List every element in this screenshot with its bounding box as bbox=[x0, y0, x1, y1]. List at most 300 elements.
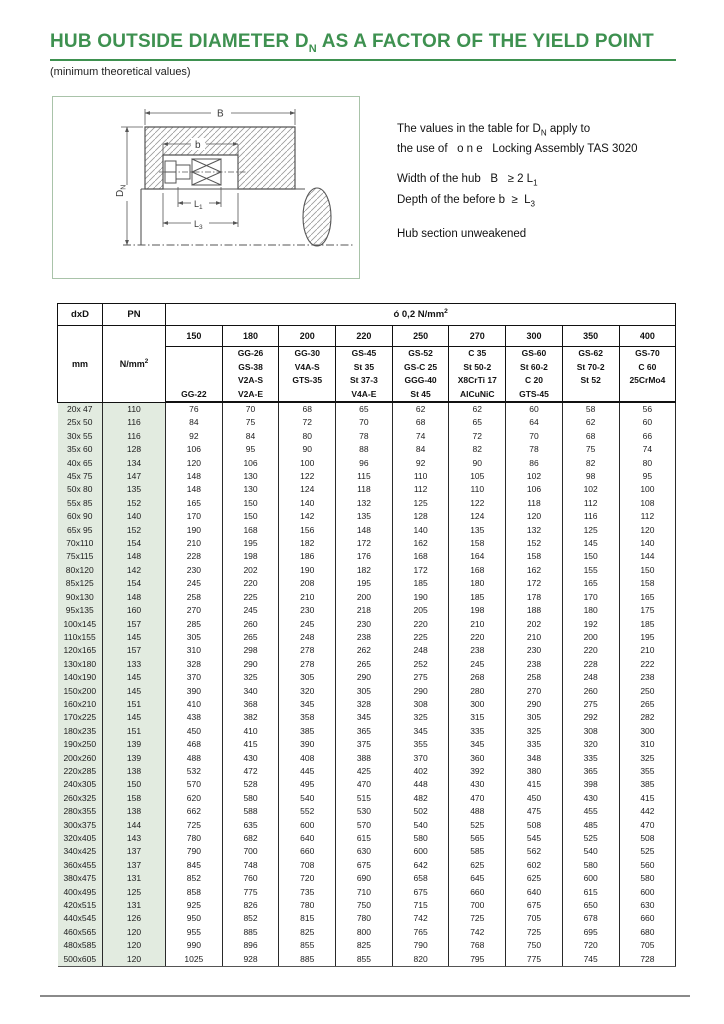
material-name: GS-C 25 bbox=[404, 361, 438, 372]
material-name bbox=[166, 347, 222, 361]
value-cell: 168 bbox=[449, 564, 506, 577]
value-cell: 562 bbox=[506, 845, 563, 858]
pn-cell: 151 bbox=[103, 725, 166, 738]
pn-cell: 151 bbox=[103, 698, 166, 711]
value-cell: 110 bbox=[449, 483, 506, 496]
value-cell: 348 bbox=[506, 752, 563, 765]
value-cell: 245 bbox=[166, 577, 223, 590]
value-cell: 290 bbox=[506, 698, 563, 711]
value-cell: 402 bbox=[392, 765, 449, 778]
value-cell: 305 bbox=[506, 711, 563, 724]
value-cell: 720 bbox=[562, 939, 619, 952]
material-header bbox=[222, 347, 279, 403]
value-cell: 580 bbox=[619, 872, 676, 885]
value-cell: 1025 bbox=[166, 953, 223, 967]
value-cell: 124 bbox=[279, 483, 336, 496]
value-cell: 748 bbox=[222, 859, 279, 872]
value-cell: 525 bbox=[562, 832, 619, 845]
value-cell: 260 bbox=[222, 618, 279, 631]
value-cell: 65 bbox=[336, 402, 393, 416]
material-name: AlCuNiC bbox=[460, 388, 495, 399]
value-cell: 325 bbox=[392, 711, 449, 724]
value-cell: 148 bbox=[166, 470, 223, 483]
value-cell: 72 bbox=[449, 430, 506, 443]
value-cell: 852 bbox=[166, 872, 223, 885]
value-cell: 580 bbox=[562, 859, 619, 872]
material-name: GS-60 bbox=[521, 348, 547, 358]
value-cell: 70 bbox=[222, 402, 279, 416]
value-cell: 488 bbox=[449, 805, 506, 818]
value-cell: 560 bbox=[619, 859, 676, 872]
value-cell: 118 bbox=[336, 483, 393, 496]
unit-nmm2: $N/mm^2$ bbox=[103, 326, 166, 403]
size-cell: 110x155 bbox=[58, 631, 103, 644]
value-cell: 278 bbox=[279, 644, 336, 657]
table-row bbox=[58, 524, 676, 537]
table-row bbox=[58, 805, 676, 818]
value-cell: 852 bbox=[222, 912, 279, 925]
value-cell: 615 bbox=[562, 886, 619, 899]
value-cell: 106 bbox=[166, 443, 223, 456]
value-cell: 238 bbox=[619, 671, 676, 684]
value-cell: 625 bbox=[449, 859, 506, 872]
value-cell: 385 bbox=[279, 725, 336, 738]
value-cell: 152 bbox=[506, 537, 563, 550]
value-cell: 310 bbox=[619, 738, 676, 751]
value-cell: 600 bbox=[562, 872, 619, 885]
value-cell: 280 bbox=[449, 685, 506, 698]
yield-value-header: 270 bbox=[449, 326, 506, 347]
value-cell: 325 bbox=[222, 671, 279, 684]
value-cell: 742 bbox=[449, 926, 506, 939]
value-cell: 450 bbox=[166, 725, 223, 738]
value-cell: 600 bbox=[619, 886, 676, 899]
pn-cell: 154 bbox=[103, 577, 166, 590]
value-cell: 705 bbox=[619, 939, 676, 952]
value-cell: 580 bbox=[222, 792, 279, 805]
unit-mm: mm bbox=[58, 326, 103, 403]
pn-cell: 131 bbox=[103, 872, 166, 885]
value-cell: 220 bbox=[392, 618, 449, 631]
material-name: V4A-S bbox=[294, 361, 320, 372]
value-cell: 765 bbox=[392, 926, 449, 939]
size-cell: 200x260 bbox=[58, 752, 103, 765]
material-name: GS-38 bbox=[238, 361, 263, 372]
value-cell: 642 bbox=[392, 859, 449, 872]
pn-cell: 137 bbox=[103, 845, 166, 858]
value-cell: 495 bbox=[279, 778, 336, 791]
value-cell: 252 bbox=[392, 658, 449, 671]
value-cell: 195 bbox=[336, 577, 393, 590]
value-cell: 95 bbox=[222, 443, 279, 456]
pn-cell: 140 bbox=[103, 510, 166, 523]
size-cell: 340x425 bbox=[58, 845, 103, 858]
value-cell: 62 bbox=[392, 402, 449, 416]
value-cell: 70 bbox=[506, 430, 563, 443]
value-cell: 508 bbox=[619, 832, 676, 845]
size-cell: 60x 90 bbox=[58, 510, 103, 523]
material-name: St 52 bbox=[580, 375, 601, 385]
value-cell: 600 bbox=[279, 819, 336, 832]
value-cell: 195 bbox=[619, 631, 676, 644]
note-line-1: The values in the table for $D_N$ apply to bbox=[397, 123, 591, 138]
table-row bbox=[58, 765, 676, 778]
value-cell: 570 bbox=[336, 819, 393, 832]
material-name bbox=[166, 361, 222, 375]
size-cell: 150x200 bbox=[58, 685, 103, 698]
value-cell: 570 bbox=[166, 778, 223, 791]
yield-point-table bbox=[57, 303, 676, 967]
pn-cell: 110 bbox=[103, 402, 166, 416]
value-cell: 858 bbox=[166, 886, 223, 899]
value-cell: 210 bbox=[619, 644, 676, 657]
material-header bbox=[166, 347, 223, 403]
value-cell: 245 bbox=[279, 618, 336, 631]
size-cell: 360x455 bbox=[58, 859, 103, 872]
material-name: GGG-40 bbox=[404, 375, 437, 385]
value-cell: 238 bbox=[336, 631, 393, 644]
value-cell: 742 bbox=[392, 912, 449, 925]
dimension-label-b: b bbox=[195, 140, 201, 151]
pn-cell: 138 bbox=[103, 765, 166, 778]
value-cell: 365 bbox=[562, 765, 619, 778]
value-cell: 355 bbox=[619, 765, 676, 778]
size-cell: 75x115 bbox=[58, 550, 103, 563]
value-cell: 162 bbox=[506, 564, 563, 577]
value-cell: 228 bbox=[562, 658, 619, 671]
size-cell: 80x120 bbox=[58, 564, 103, 577]
value-cell: 620 bbox=[166, 792, 223, 805]
value-cell: 682 bbox=[222, 832, 279, 845]
value-cell: 310 bbox=[166, 644, 223, 657]
pn-cell: 128 bbox=[103, 443, 166, 456]
table-row bbox=[58, 886, 676, 899]
value-cell: 64 bbox=[506, 416, 563, 429]
material-name: GG-26 bbox=[237, 348, 264, 358]
value-cell: 385 bbox=[619, 778, 676, 791]
value-cell: 190 bbox=[392, 591, 449, 604]
value-cell: 725 bbox=[449, 912, 506, 925]
material-header bbox=[279, 347, 336, 403]
value-cell: 825 bbox=[336, 939, 393, 952]
size-cell: 380x475 bbox=[58, 872, 103, 885]
size-cell: 70x110 bbox=[58, 537, 103, 550]
size-cell: 240x305 bbox=[58, 778, 103, 791]
material-name: St 60-2 bbox=[520, 361, 548, 372]
value-cell: 180 bbox=[449, 577, 506, 590]
value-cell: 630 bbox=[619, 899, 676, 912]
value-cell: 248 bbox=[562, 671, 619, 684]
value-cell: 106 bbox=[222, 457, 279, 470]
value-cell: 335 bbox=[449, 725, 506, 738]
value-cell: 390 bbox=[279, 738, 336, 751]
value-cell: 525 bbox=[449, 819, 506, 832]
value-cell: 150 bbox=[619, 564, 676, 577]
value-cell: 58 bbox=[562, 402, 619, 416]
size-cell: 480x585 bbox=[58, 939, 103, 952]
table-row bbox=[58, 483, 676, 496]
value-cell: 820 bbox=[392, 953, 449, 967]
table-row bbox=[58, 711, 676, 724]
value-cell: 238 bbox=[506, 658, 563, 671]
value-cell: 305 bbox=[166, 631, 223, 644]
value-cell: 300 bbox=[619, 725, 676, 738]
value-cell: 165 bbox=[562, 577, 619, 590]
value-cell: 132 bbox=[506, 524, 563, 537]
material-name: St 45 bbox=[410, 388, 431, 399]
pn-cell: 145 bbox=[103, 671, 166, 684]
pn-cell: 125 bbox=[103, 886, 166, 899]
material-name: GG-30 bbox=[294, 348, 320, 358]
value-cell: 380 bbox=[506, 765, 563, 778]
value-cell: 392 bbox=[449, 765, 506, 778]
value-cell: 950 bbox=[166, 912, 223, 925]
table-row bbox=[58, 457, 676, 470]
value-cell: 68 bbox=[562, 430, 619, 443]
value-cell: 92 bbox=[166, 430, 223, 443]
value-cell: 398 bbox=[562, 778, 619, 791]
value-cell: 245 bbox=[449, 658, 506, 671]
value-cell: 210 bbox=[449, 618, 506, 631]
size-cell: 280x355 bbox=[58, 805, 103, 818]
size-cell: 25x 50 bbox=[58, 416, 103, 429]
value-cell: 470 bbox=[449, 792, 506, 805]
value-cell: 80 bbox=[619, 457, 676, 470]
value-cell: 305 bbox=[336, 685, 393, 698]
value-cell: 565 bbox=[449, 832, 506, 845]
value-cell: 750 bbox=[506, 939, 563, 952]
value-cell: 662 bbox=[166, 805, 223, 818]
value-cell: 708 bbox=[279, 859, 336, 872]
table-row bbox=[58, 859, 676, 872]
pn-cell: 157 bbox=[103, 618, 166, 631]
value-cell: 690 bbox=[336, 872, 393, 885]
value-cell: 955 bbox=[166, 926, 223, 939]
value-cell: 182 bbox=[336, 564, 393, 577]
value-cell: 430 bbox=[562, 792, 619, 805]
value-cell: 715 bbox=[392, 899, 449, 912]
value-cell: 170 bbox=[166, 510, 223, 523]
value-cell: 78 bbox=[336, 430, 393, 443]
value-cell: 135 bbox=[336, 510, 393, 523]
value-cell: 178 bbox=[506, 591, 563, 604]
value-cell: 258 bbox=[166, 591, 223, 604]
value-cell: 130 bbox=[222, 470, 279, 483]
material-name: V2A-S bbox=[238, 375, 264, 385]
size-cell: 220x285 bbox=[58, 765, 103, 778]
value-cell: 345 bbox=[449, 738, 506, 751]
value-cell: 185 bbox=[619, 618, 676, 631]
value-cell: 282 bbox=[619, 711, 676, 724]
material-name: St 35 bbox=[353, 361, 375, 372]
size-cell: 140x190 bbox=[58, 671, 103, 684]
material-name: C 60 bbox=[638, 361, 657, 372]
yield-value-header: 400 bbox=[619, 326, 676, 347]
size-cell: 40x 65 bbox=[58, 457, 103, 470]
value-cell: 335 bbox=[562, 752, 619, 765]
value-cell: 320 bbox=[562, 738, 619, 751]
size-cell: 130x180 bbox=[58, 658, 103, 671]
value-cell: 230 bbox=[279, 604, 336, 617]
value-cell: 228 bbox=[166, 550, 223, 563]
value-cell: 172 bbox=[392, 564, 449, 577]
value-cell: 345 bbox=[392, 725, 449, 738]
value-cell: 220 bbox=[562, 644, 619, 657]
yield-value-header: 350 bbox=[562, 326, 619, 347]
note-depth-rule: Depth of the before $b \ge L_3$ bbox=[397, 193, 536, 208]
value-cell: 158 bbox=[506, 550, 563, 563]
value-cell: 410 bbox=[222, 725, 279, 738]
pn-cell: 134 bbox=[103, 457, 166, 470]
value-cell: 355 bbox=[392, 738, 449, 751]
table-row bbox=[58, 510, 676, 523]
material-name: GTS-35 bbox=[292, 375, 323, 385]
value-cell: 545 bbox=[506, 832, 563, 845]
size-cell: 440x545 bbox=[58, 912, 103, 925]
table-row bbox=[58, 845, 676, 858]
table-row bbox=[58, 443, 676, 456]
value-cell: 262 bbox=[336, 644, 393, 657]
value-cell: 208 bbox=[279, 577, 336, 590]
value-cell: 855 bbox=[336, 953, 393, 967]
value-cell: 82 bbox=[562, 457, 619, 470]
value-cell: 248 bbox=[279, 631, 336, 644]
value-cell: 66 bbox=[619, 430, 676, 443]
yield-value-header: 150 bbox=[166, 326, 223, 347]
value-cell: 265 bbox=[619, 698, 676, 711]
value-cell: 116 bbox=[562, 510, 619, 523]
value-cell: 202 bbox=[506, 618, 563, 631]
pn-cell: 137 bbox=[103, 859, 166, 872]
value-cell: 382 bbox=[222, 711, 279, 724]
size-cell: 45x 75 bbox=[58, 470, 103, 483]
size-cell: 400x495 bbox=[58, 886, 103, 899]
value-cell: 156 bbox=[279, 524, 336, 537]
value-cell: 135 bbox=[449, 524, 506, 537]
value-cell: 530 bbox=[336, 805, 393, 818]
value-cell: 308 bbox=[562, 725, 619, 738]
value-cell: 328 bbox=[336, 698, 393, 711]
value-cell: 268 bbox=[449, 671, 506, 684]
value-cell: 540 bbox=[279, 792, 336, 805]
value-cell: 725 bbox=[166, 819, 223, 832]
value-cell: 360 bbox=[449, 752, 506, 765]
value-cell: 728 bbox=[619, 953, 676, 967]
size-cell: 120x165 bbox=[58, 644, 103, 657]
table-row bbox=[58, 631, 676, 644]
value-cell: 150 bbox=[222, 510, 279, 523]
material-name: C 35 bbox=[468, 348, 487, 358]
size-cell: 20x 47 bbox=[58, 402, 103, 416]
value-cell: 202 bbox=[222, 564, 279, 577]
locking-assembly bbox=[159, 159, 248, 185]
value-cell: 270 bbox=[166, 604, 223, 617]
size-cell: 180x235 bbox=[58, 725, 103, 738]
value-cell: 720 bbox=[279, 872, 336, 885]
value-cell: 120 bbox=[619, 524, 676, 537]
value-cell: 410 bbox=[166, 698, 223, 711]
value-cell: 168 bbox=[222, 524, 279, 537]
value-cell: 90 bbox=[279, 443, 336, 456]
yield-value-header: 300 bbox=[506, 326, 563, 347]
value-cell: 640 bbox=[506, 886, 563, 899]
value-cell: 186 bbox=[279, 550, 336, 563]
value-cell: 112 bbox=[619, 510, 676, 523]
pn-cell: 145 bbox=[103, 631, 166, 644]
notes-block bbox=[397, 121, 638, 242]
value-cell: 415 bbox=[222, 738, 279, 751]
value-cell: 635 bbox=[222, 819, 279, 832]
col-header-pn: PN bbox=[103, 304, 166, 326]
value-cell: 150 bbox=[562, 550, 619, 563]
value-cell: 602 bbox=[506, 859, 563, 872]
note-hub-section: Hub section unweakened bbox=[397, 227, 527, 240]
value-cell: 150 bbox=[222, 497, 279, 510]
yield-value-header: 220 bbox=[336, 326, 393, 347]
value-cell: 278 bbox=[279, 658, 336, 671]
value-cell: 230 bbox=[336, 618, 393, 631]
material-name: V2A-E bbox=[238, 388, 264, 399]
pn-cell: 158 bbox=[103, 792, 166, 805]
value-cell: 128 bbox=[392, 510, 449, 523]
value-cell: 695 bbox=[562, 926, 619, 939]
table-row bbox=[58, 685, 676, 698]
value-cell: 540 bbox=[392, 819, 449, 832]
value-cell: 106 bbox=[506, 483, 563, 496]
value-cell: 508 bbox=[506, 819, 563, 832]
size-cell: 460x565 bbox=[58, 926, 103, 939]
footer-rule bbox=[40, 995, 690, 997]
value-cell: 552 bbox=[279, 805, 336, 818]
value-cell: 800 bbox=[336, 926, 393, 939]
value-cell: 580 bbox=[392, 832, 449, 845]
material-name: GS-70 bbox=[635, 348, 660, 358]
note-width-rule: Width of the hub B ≥ 2 $L_1$ bbox=[397, 173, 538, 188]
value-cell: 585 bbox=[449, 845, 506, 858]
value-cell: 86 bbox=[506, 457, 563, 470]
value-cell: 74 bbox=[619, 443, 676, 456]
hub-cross-section-diagram bbox=[53, 97, 359, 278]
value-cell: 660 bbox=[449, 886, 506, 899]
value-cell: 470 bbox=[619, 819, 676, 832]
value-cell: 112 bbox=[562, 497, 619, 510]
value-cell: 448 bbox=[392, 778, 449, 791]
pn-cell: 157 bbox=[103, 644, 166, 657]
pn-cell: 154 bbox=[103, 537, 166, 550]
value-cell: 200 bbox=[336, 591, 393, 604]
value-cell: 640 bbox=[279, 832, 336, 845]
page-title: HUB OUTSIDE DIAMETER $D_N$ AS A FACTOR OF THE YIELD POINT bbox=[50, 31, 654, 55]
pn-cell: 145 bbox=[103, 711, 166, 724]
value-cell: 425 bbox=[336, 765, 393, 778]
value-cell: 790 bbox=[166, 845, 223, 858]
value-cell: 205 bbox=[392, 604, 449, 617]
size-cell: 85x125 bbox=[58, 577, 103, 590]
value-cell: 175 bbox=[619, 604, 676, 617]
material-name: V4A-E bbox=[351, 388, 377, 399]
material-name bbox=[279, 388, 335, 402]
table-row bbox=[58, 752, 676, 765]
value-cell: 88 bbox=[336, 443, 393, 456]
value-cell: 650 bbox=[562, 899, 619, 912]
pn-cell: 142 bbox=[103, 564, 166, 577]
value-cell: 115 bbox=[336, 470, 393, 483]
value-cell: 56 bbox=[619, 402, 676, 416]
size-cell: 160x210 bbox=[58, 698, 103, 711]
sigma-header: ó 0,2 $N/mm^2$ bbox=[166, 304, 676, 326]
value-cell: 750 bbox=[336, 899, 393, 912]
value-cell: 660 bbox=[619, 912, 676, 925]
